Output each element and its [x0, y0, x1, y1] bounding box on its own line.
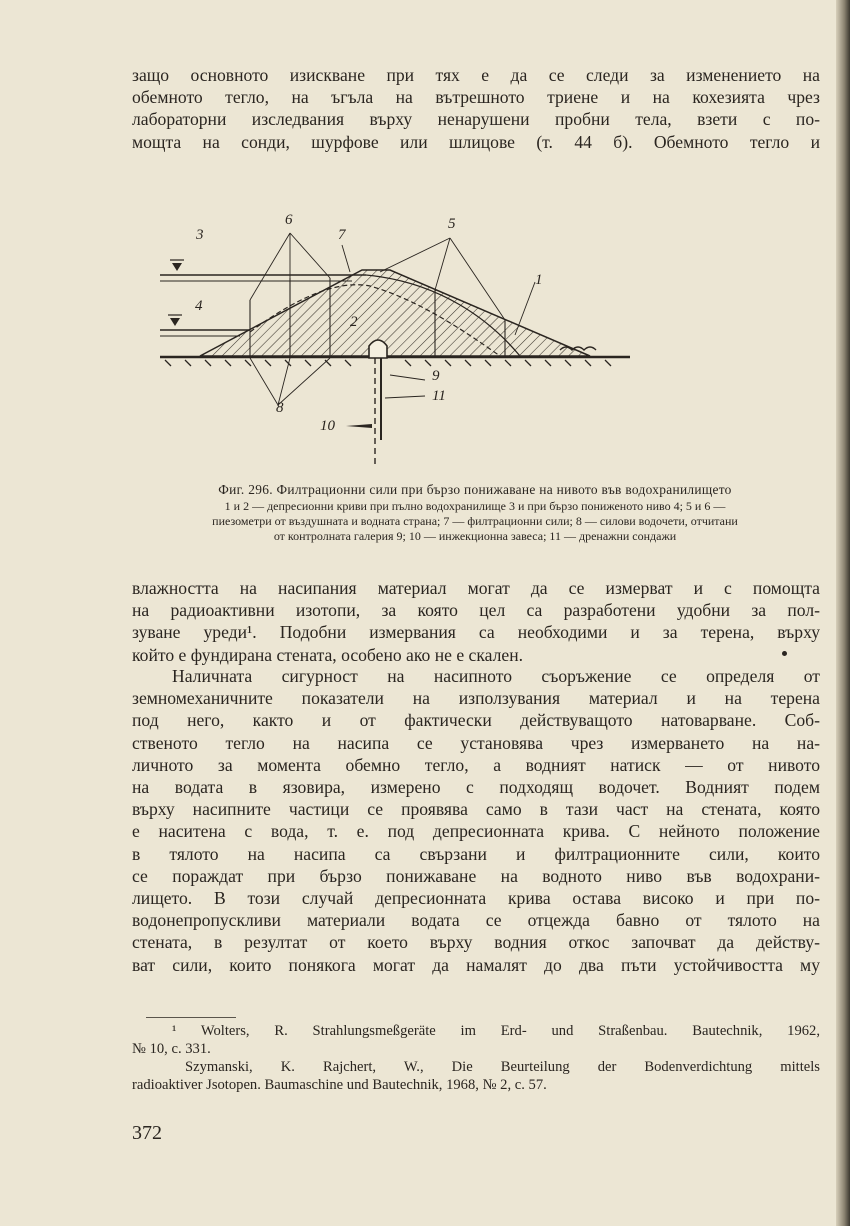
- text-line: ственото тегло на насипа се установява чрез измерването на на-: [132, 732, 820, 753]
- figure-label-6: 6: [285, 212, 293, 228]
- text-line: на радиоактивни изотопи, за която цел са разработени удобни за пол-: [132, 600, 820, 621]
- text-line: Наличната сигурност на насипното съоръжение се определя от: [172, 666, 820, 686]
- figure-label-7: 7: [338, 227, 346, 243]
- figure-label-11: 11: [432, 388, 446, 404]
- text-line: който е фундирана стената, особено ако не е скален.: [132, 644, 524, 665]
- footnotes: [132, 1022, 820, 1094]
- paragraph-2: [132, 665, 820, 976]
- figure-caption: [128, 482, 822, 544]
- caption-title: Фиг. 296. Филтрационни сили при бързо понижаване на нивото във водохранилището: [218, 482, 732, 497]
- text-line: влажността на насипания материал могат да се измерват и с помощта: [132, 578, 820, 598]
- dam-cross-section-figure: [140, 200, 660, 480]
- dam-diagram: [140, 200, 660, 480]
- text-line: върху насипните частици се проявява само в тази част на стената, която: [132, 799, 820, 820]
- text-line: защо основното изискване при тях е да се следи за изменението на: [132, 65, 820, 85]
- figure-label-2: 2: [350, 314, 358, 330]
- text-line: ват сили, които понякога могат да намалят до два пъти устойчивостта му: [132, 954, 820, 975]
- footnote-rule: [146, 1017, 236, 1018]
- water-level-marker-3: [172, 263, 182, 271]
- page-edge-shadow: [836, 0, 850, 1226]
- figure-label-9: 9: [432, 368, 440, 384]
- caption-line: пиезометри от въздушната и водната страна; 7 — филтрационни сили; 8 — силови водочети, отчитани: [212, 514, 738, 528]
- paragraph-1: [132, 577, 820, 666]
- text-line: личното за момента обемно тегло, а водният натиск — от нивото: [132, 754, 820, 775]
- text-line: обемното тегло, на ъгъла на вътрешното триене и на кохезията чрез: [132, 87, 820, 108]
- footnote-line: radioaktiver Jsotopen. Baumaschine und Bautechnik, 1968, № 2, c. 57.: [132, 1077, 547, 1093]
- text-line: под него, както и от фактически действуващото натоварване. Соб-: [132, 710, 820, 731]
- footnote-line: № 10, c. 331.: [132, 1041, 211, 1057]
- margin-dot: [782, 651, 787, 656]
- figure-label-4: 4: [195, 298, 203, 314]
- text-line: лабораторни изследвания върху ненарушени пробни тела, взети с по-: [132, 109, 820, 130]
- text-line: зуване уреди¹. Подобни измервания са необходими и за терена, върху: [132, 622, 820, 643]
- text-line: лището. В този случай депресионната крива остава високо и при по-: [132, 888, 820, 909]
- footnote-line: ¹ Wolters, R. Strahlungsmeßgeräte im Erd- und Straßenbau. Bautechnik, 1962,: [172, 1023, 820, 1039]
- figure-label-3: 3: [196, 227, 204, 243]
- text-line: земномеханичните показатели на използувания материал и на терена: [132, 688, 820, 709]
- text-line: е наситена с вода, т. е. под депресионната крива. С нейното положение: [132, 821, 820, 842]
- figure-label-1: 1: [535, 272, 543, 288]
- text-line: водонепропускливи материали водата се отцежда бавно от тялото на: [132, 910, 820, 931]
- control-gallery: [369, 340, 387, 358]
- figure-label-8: 8: [276, 400, 284, 416]
- figure-label-5: 5: [448, 216, 456, 232]
- water-level-marker-4: [170, 318, 180, 326]
- page-number: 372: [132, 1122, 162, 1144]
- figure-label-10: 10: [320, 418, 335, 434]
- text-line: в тялото на насипа са свързани и филтрационните сили, които: [132, 843, 820, 864]
- text-line: се пораждат при бързо понижаване на водното ниво във водохрани-: [132, 865, 820, 886]
- footnote-line: Szymanski, K. Rajchert, W., Die Beurteilung der Bodenverdichtung mittels: [185, 1059, 820, 1075]
- caption-line: 1 и 2 — депресионни криви при пълно водохранилище 3 и при бързо пониженото ниво 4; 5 и 6 —: [224, 499, 726, 513]
- dam-embankment: [200, 270, 590, 356]
- text-line: стената, в резултат от което върху водния откос започват да действу-: [132, 932, 820, 953]
- paragraph-top: [132, 64, 820, 153]
- text-line: мощта на сонди, шурфове или шлицове (т. 44 б). Обемното тегло и: [132, 131, 820, 152]
- text-line: на водата в язовира, измерено с подходящ водочет. Водният подем: [132, 777, 820, 798]
- caption-line: от контролната галерия 9; 10 — инжекционна завеса; 11 — дренажни сондажи: [273, 529, 677, 543]
